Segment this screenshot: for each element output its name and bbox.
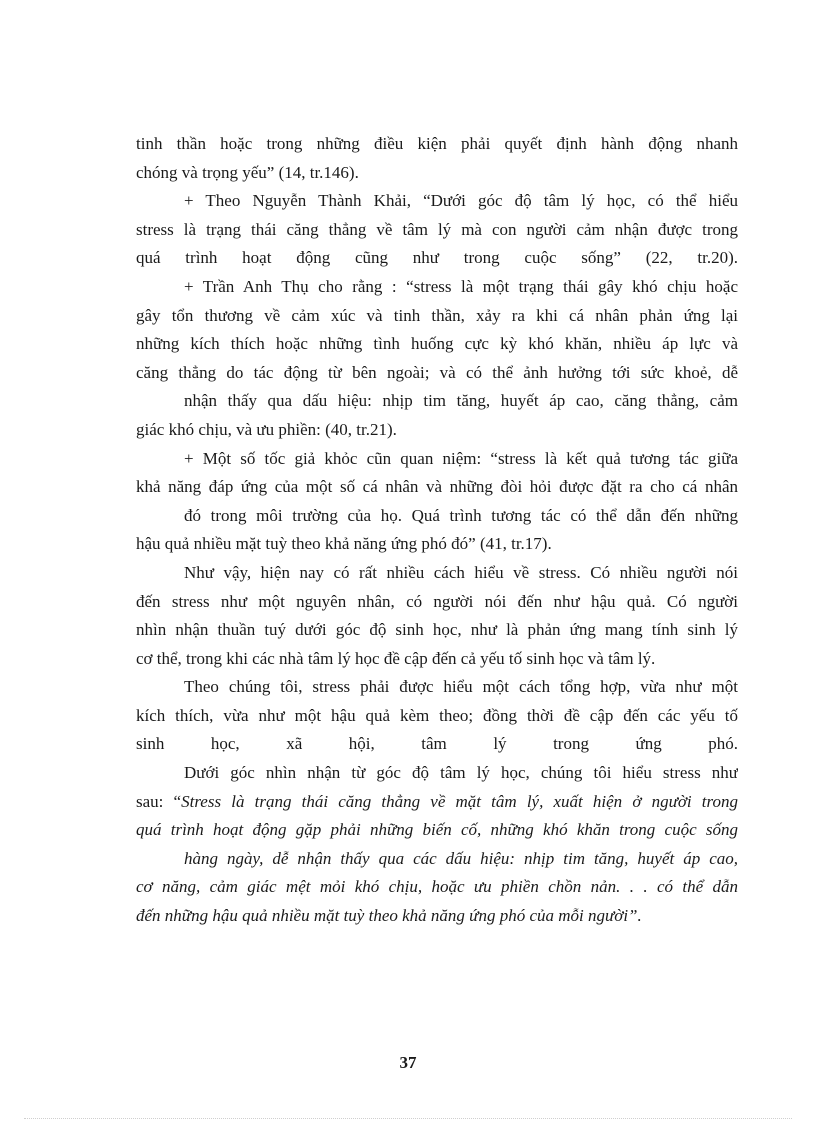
text-line: + Một số tốc giả khỏc cũn quan niệm: “stress là kết quả tương tác giữa bbox=[184, 448, 738, 468]
text-line: + Theo Nguyễn Thành Khải, “Dưới góc độ tâm lý học, có thể hiểu bbox=[184, 191, 738, 211]
text-line: Dưới góc nhìn nhận từ góc độ tâm lý học, chúng tôi hiểu stress như bbox=[184, 763, 738, 783]
text-line: cơ năng, cảm giác mệt mỏi khó chịu, hoặc ưu phiền chồn nản. . . có thể dẫn bbox=[136, 877, 738, 897]
text-segment: sau: “ bbox=[136, 791, 182, 811]
body-text bbox=[136, 130, 738, 931]
text-line: kích thích, vừa như một hậu quả kèm theo; đồng thời đề cập đến các yếu tố bbox=[136, 705, 738, 725]
text-line: giác khó chịu, và ưu phiền: (40, tr.21). bbox=[136, 419, 397, 439]
text-line: chóng và trọng yếu” (14, tr.146). bbox=[136, 162, 359, 182]
text-line: đó trong môi trường của họ. Quá trình tương tác có thể dẫn đến những bbox=[184, 505, 738, 525]
text-line: đến những hậu quả nhiều mặt tuỳ theo khả năng ứng phó của mỗi người”. bbox=[136, 906, 642, 926]
text-line: quá trình hoạt động cũng như trong cuộc sống” (22, tr.20). bbox=[136, 248, 738, 268]
text-line: những kích thích hoặc những tình huống cực kỳ khó khăn, nhiều áp lực và bbox=[136, 334, 738, 354]
text-line: cơ thể, trong khi các nhà tâm lý học đề cập đến cả yếu tố sinh học và tâm lý. bbox=[136, 648, 656, 668]
italic-definition: Stress là trạng thái căng thẳng về mặt tâm lý, xuất hiện ở người trong bbox=[181, 791, 738, 811]
page-number: 37 bbox=[399, 1053, 417, 1072]
text-line: căng thẳng do tác động từ bên ngoài; và có thể ảnh hưởng tới sức khoẻ, dễ bbox=[136, 362, 738, 382]
text-line: Như vậy, hiện nay có rất nhiều cách hiểu về stress. Có nhiều người nói bbox=[184, 562, 738, 582]
text-line: Theo chúng tôi, stress phải được hiểu một cách tổng hợp, vừa như một bbox=[184, 677, 738, 697]
text-line: hậu quả nhiều mặt tuỳ theo khả năng ứng phó đó” (41, tr.17). bbox=[136, 534, 552, 554]
text-line: nhìn nhận thuần tuý dưới góc độ sinh học, như là phản ứng mang tính sinh lý bbox=[136, 620, 738, 640]
text-line: hàng ngày, dễ nhận thấy qua các dấu hiệu: nhịp tim tăng, huyết áp cao, bbox=[184, 848, 738, 868]
text-line: khả năng đáp ứng của một số cá nhân và những đòi hỏi được đặt ra cho cá nhân bbox=[136, 477, 738, 497]
text-line: stress là trạng thái căng thẳng về tâm lý mà con người cảm nhận được trong bbox=[136, 219, 738, 239]
text-line: + Trần Anh Thụ cho rằng : “stress là một trạng thái gây khó chịu hoặc bbox=[184, 276, 738, 296]
text-line bbox=[136, 788, 738, 817]
text-line: nhận thấy qua dấu hiệu: nhịp tim tăng, huyết áp cao, căng thẳng, cảm bbox=[184, 391, 738, 411]
text-line: đến stress như một nguyên nhân, có người nói đến như hậu quả. Có người bbox=[136, 591, 738, 611]
text-line: quá trình hoạt động gặp phải những biến cố, những khó khăn trong cuộc sống bbox=[136, 820, 738, 840]
text-line: tinh thần hoặc trong những điều kiện phải quyết định hành động nhanh bbox=[136, 134, 738, 153]
text-line: gây tổn thương về cảm xúc và tinh thần, xảy ra khi cá nhân phản ứng lại bbox=[136, 305, 738, 325]
text-line: sinh học, xã hội, tâm lý trong ứng phó. bbox=[136, 734, 738, 754]
page-bottom-rule bbox=[24, 1118, 792, 1119]
